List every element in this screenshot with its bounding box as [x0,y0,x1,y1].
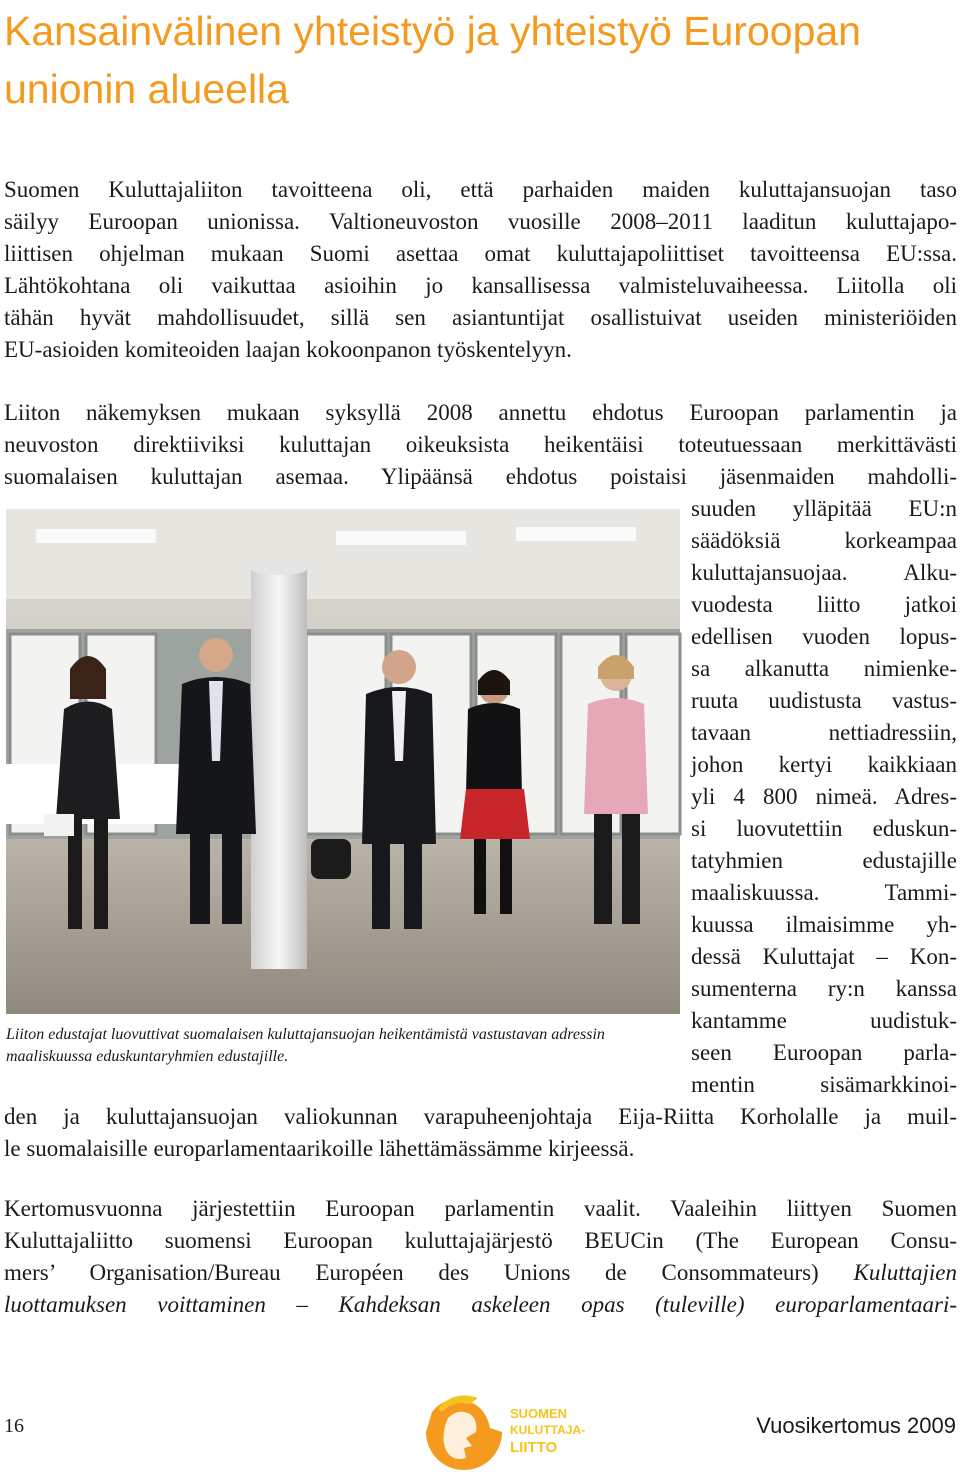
publication-title-start: Kuluttajien [853,1260,957,1285]
text-line: Kertomusvuonna järjestettiin Euroopan parlamentin vaalit. Vaaleihin liittyen Suomen [4,1196,957,1221]
paragraph-eu-goals [4,174,957,366]
text-line: Lähtökohtana oli vaikuttaa asioihin jo kansallisessa valmisteluvaiheessa. Liitolla oli [4,273,957,298]
text-line [4,1289,957,1321]
group-photo-illustration [6,509,680,1014]
text-run: mers’ Organisation/Bureau Européen des Unions de Consommateurs) [4,1260,854,1285]
text-line: tavaan nettiadressiin, [691,720,957,745]
logo-text-line: SUOMEN [510,1406,568,1421]
report-title: Vuosikertomus 2009 [756,1413,956,1438]
text-line: Kuluttajaliitto suomensi Euroopan kuluttajajärjestö BEUCin (The European Consu- [4,1228,957,1253]
text-line: yli 4 800 nimeä. Adres- [691,784,957,809]
page-title: Kansainvälinen yhteistyö ja yhteistyö Euroopan unionin alueella [4,8,861,112]
text-line: suuden ylläpitää EU:n [691,496,957,521]
text-line: sumenterna ry:n kanssa [691,976,957,1001]
text-line: tähän hyvät mahdollisuudet, sillä sen asiantuntijat osallistuivat useiden ministeriöiden [4,305,957,330]
text-line: johon kertyi kaikkiaan [691,752,957,777]
text-line: ruuta uudistusta vastus- [691,688,957,713]
paragraph-directive-wrap [691,493,957,1101]
photo-caption: Liiton edustajat luovuttivat suomalaisen kuluttajansuojan heikentämistä vastustavan adressin maaliskuussa eduskuntaryhmien edustajille. [6,1026,605,1065]
page-number: 16 [4,1415,24,1437]
paragraph-directive [4,397,957,493]
text-line: sa alkanutta nimienke- [691,656,957,681]
text-line: mentin sisämarkkinoi- [691,1072,957,1097]
text-line: si luovutettiin eduskun- [691,816,957,841]
group-photo [6,509,680,1014]
text-line: liittisen ohjelman mukaan Suomi asettaa omat kuluttajapoliittiset tavoitteensa EU:ssa. [4,241,957,266]
text-line: le suomalaisille europarlamentaarikoille lähettämässämme kirjeessä. [4,1136,635,1161]
logo-text-line: LIITTO [510,1439,558,1456]
text-line: vuodesta liitto jatkoi [691,592,957,617]
text-line: Liiton näkemyksen mukaan syksyllä 2008 annettu ehdotus Euroopan parlamentin ja [4,400,957,425]
text-line: säädöksiä korkeampaa [691,528,957,553]
text-line: EU-asioiden komiteoiden laajan kokoonpanon työskentelyyn. [4,337,572,362]
text-line [4,1257,957,1289]
text-line: maaliskuussa. Tammi- [691,880,957,905]
text-line: kuussa ilmaisimme yh- [691,912,957,937]
text-line: neuvoston direktiiviksi kuluttajan oikeuksista heikentäisi toteutuessaan merkittävästi [4,432,957,457]
paragraph-directive-end [4,1101,957,1165]
logo-text-line: KULUTTAJA- [510,1423,586,1437]
publication-title: luottamuksen voittaminen – Kahdeksan askeleen opas (tuleville) europarlamentaari- [4,1292,957,1317]
text-line: dessä Kuluttajat – Kon- [691,944,957,969]
text-line: den ja kuluttajansuojan valiokunnan varapuheenjohtaja Eija-Riitta Korholalle ja muil- [4,1104,957,1129]
text-line: suomalaisen kuluttajan asemaa. Ylipäänsä ehdotus poistaisi jäsenmaiden mahdolli- [4,464,957,489]
text-line: kuluttajansuojaa. Alku- [691,560,957,585]
paragraph-elections [4,1193,957,1321]
text-line: edellisen vuoden lopus- [691,624,957,649]
text-line: seen Euroopan parla- [691,1040,957,1065]
text-line: tatyhmien edustajille [691,848,957,873]
text-line: Suomen Kuluttajaliiton tavoitteena oli, että parhaiden maiden kuluttajansuojan taso [4,177,957,202]
text-line: kantamme uudistuk- [691,1008,957,1033]
text-line: säilyy Euroopan unionissa. Valtioneuvoston vuosille 2008–2011 laaditun kuluttajapo- [4,209,957,234]
kuluttajaliitto-logo [418,1388,586,1472]
